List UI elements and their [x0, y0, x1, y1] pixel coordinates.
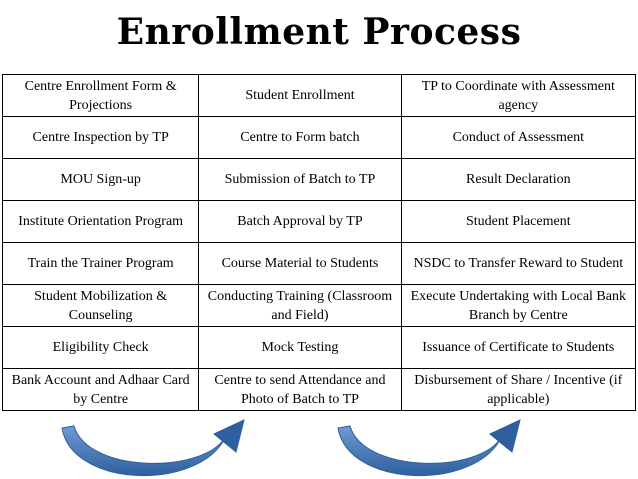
table-cell: MOU Sign-up: [3, 159, 199, 201]
table-cell: Execute Undertaking with Local Bank Branch by Centre: [401, 285, 635, 327]
table-cell: Result Declaration: [401, 159, 635, 201]
table-row: [3, 285, 636, 327]
table-row: [3, 327, 636, 369]
table-cell: Bank Account and Adhaar Card by Centre: [3, 369, 199, 411]
table-cell: Centre Enrollment Form & Projections: [3, 75, 199, 117]
table-row: [3, 117, 636, 159]
process-table: [2, 74, 636, 411]
table-cell: NSDC to Transfer Reward to Student: [401, 243, 635, 285]
table-row: [3, 201, 636, 243]
table-row: [3, 369, 636, 411]
table-cell: Student Mobilization & Counseling: [3, 285, 199, 327]
page-title: Enrollment Process: [116, 11, 522, 53]
table-cell: Centre to send Attendance and Photo of Batch to TP: [199, 369, 401, 411]
table-cell: TP to Coordinate with Assessment agency: [401, 75, 635, 117]
table-cell: Issuance of Certificate to Students: [401, 327, 635, 369]
table-cell: Centre to Form batch: [199, 117, 401, 159]
table-cell: Course Material to Students: [199, 243, 401, 285]
curved-arrow-icon: [338, 420, 520, 476]
table-cell: Conduct of Assessment: [401, 117, 635, 159]
table-row: [3, 159, 636, 201]
table-cell: Centre Inspection by TP: [3, 117, 199, 159]
table-cell: Batch Approval by TP: [199, 201, 401, 243]
table-cell: Submission of Batch to TP: [199, 159, 401, 201]
table-cell: Student Placement: [401, 201, 635, 243]
table-cell: Institute Orientation Program: [3, 201, 199, 243]
table-cell: Mock Testing: [199, 327, 401, 369]
table-cell: Conducting Training (Classroom and Field): [199, 285, 401, 327]
table-cell: Student Enrollment: [199, 75, 401, 117]
table-row: [3, 243, 636, 285]
table-cell: Eligibility Check: [3, 327, 199, 369]
table-cell: Train the Trainer Program: [3, 243, 199, 285]
table-cell: Disbursement of Share / Incentive (if applicable): [401, 369, 635, 411]
curved-arrow-icon: [62, 420, 244, 476]
table-row: [3, 75, 636, 117]
